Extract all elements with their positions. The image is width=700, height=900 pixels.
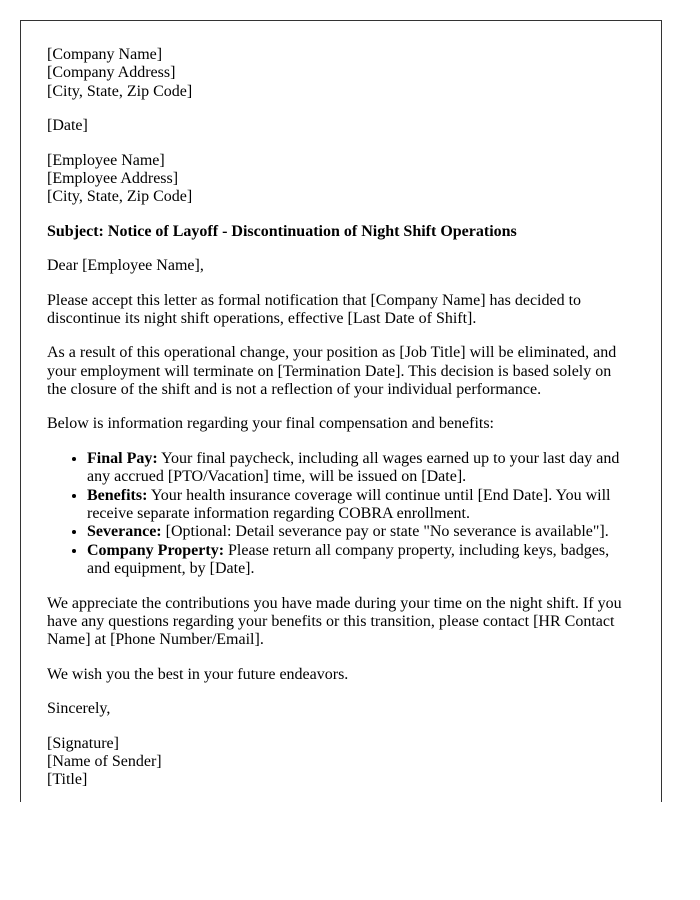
benefit-text: Please return all company property, including keys, badges, and equipment, by [Date]. — [87, 541, 610, 578]
benefit-item-company-property — [87, 542, 629, 579]
benefit-item-benefits — [87, 487, 629, 524]
sender-title-line: [Title] — [47, 771, 88, 789]
benefit-text: Your final paycheck, including all wages earned up to your last day and any accrued [PTO/Vacation] time, will be issued on [Date]. — [87, 449, 620, 486]
recipient-name: [Employee Name] — [47, 151, 165, 169]
recipient-city-state-zip: [City, State, Zip Code] — [47, 188, 193, 206]
sender-city-state-zip: [City, State, Zip Code] — [47, 82, 193, 100]
sender-address-block — [47, 46, 629, 101]
paragraph-notification: Please accept this letter as formal notification that [Company Name] has decided to discontinue its night shift operations, effective [Last Date of Shift]. — [47, 291, 582, 327]
benefits-list — [47, 450, 629, 579]
benefit-text: [Optional: Detail severance pay or state "No severance is available"]. — [161, 523, 609, 541]
sign-off: Sincerely, — [47, 700, 111, 718]
sender-name-line: [Name of Sender] — [47, 752, 162, 770]
letter-document — [20, 20, 662, 802]
recipient-address: [Employee Address] — [47, 169, 179, 187]
recipient-address-block — [47, 152, 629, 207]
benefit-item-severance — [87, 523, 629, 541]
paragraph-benefits-intro: Below is information regarding your final compensation and benefits: — [47, 415, 494, 433]
sender-company-address: [Company Address] — [47, 64, 176, 82]
benefit-label: Company Property: — [87, 541, 225, 559]
signature-line: [Signature] — [47, 734, 119, 752]
benefit-label: Final Pay: — [87, 449, 158, 467]
date-line: [Date] — [47, 117, 88, 135]
benefit-label: Severance: — [87, 523, 162, 541]
paragraph-appreciation: We appreciate the contributions you have made during your time on the night shift. If you have any questions regarding your benefits or this transition, please contact [HR Contact Name] at [Phone Number/Email]. — [47, 594, 622, 649]
benefit-label: Benefits: — [87, 486, 148, 504]
signature-block — [47, 735, 629, 790]
benefit-item-final-pay — [87, 450, 629, 487]
paragraph-termination-details: As a result of this operational change, your position as [Job Title] will be eliminated, and your employment will terminate on [Termination Date]. This decision is based solely on the closure of the shift and is not a reflection of your individual performance. — [47, 344, 617, 399]
salutation: Dear [Employee Name], — [47, 257, 204, 275]
subject-line: Subject: Notice of Layoff - Discontinuation of Night Shift Operations — [47, 222, 517, 240]
paragraph-well-wishes: We wish you the best in your future endeavors. — [47, 665, 349, 683]
sender-company-name: [Company Name] — [47, 46, 163, 63]
benefit-text: Your health insurance coverage will continue until [End Date]. You will receive separate information regarding COBRA enrollment. — [87, 486, 611, 523]
